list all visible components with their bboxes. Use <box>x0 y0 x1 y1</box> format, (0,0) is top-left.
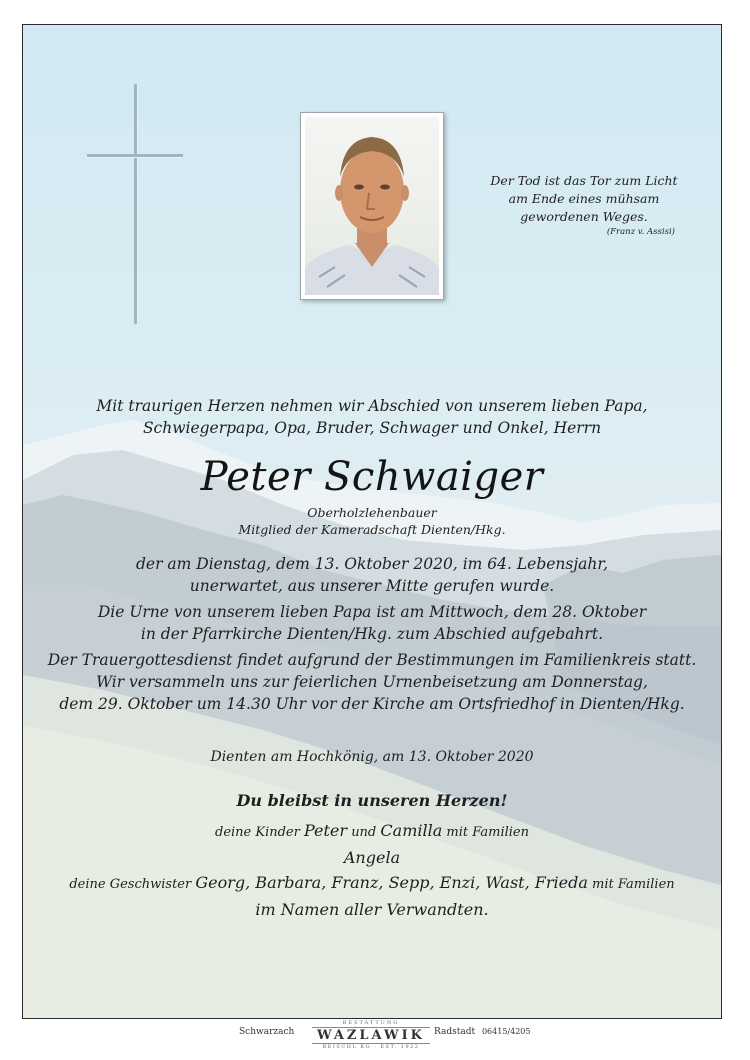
siblings-line <box>23 870 721 897</box>
cross-vertical <box>134 84 137 324</box>
quote-line: gewordenen Weges. <box>520 209 648 224</box>
intro-text <box>23 395 721 439</box>
family-list <box>23 818 721 922</box>
role-line: Mitglied der Kameradschaft Dienten/Hkg. <box>238 522 506 537</box>
service-line: dem 29. Oktober um 14.30 Uhr vor der Kirche am Ortsfriedhof in Dienten/Hkg. <box>59 695 685 713</box>
siblings-prefix: deine Geschwister <box>69 877 192 892</box>
cross-horizontal <box>87 154 183 157</box>
quote-source: (Franz v. Assisi) <box>606 227 675 237</box>
announcement-body <box>23 553 721 719</box>
place-date: Dienten am Hochkönig, am 13. Oktober 2020 <box>210 749 534 765</box>
deceased-roles <box>23 504 721 538</box>
obituary-card <box>22 24 722 1019</box>
relatives-line: im Namen aller Verwandten. <box>255 900 489 919</box>
farewell-line: Du bleibst in unseren Herzen! <box>236 791 508 810</box>
footer-location-left: Schwarzach <box>239 1027 295 1037</box>
footer-location-right <box>434 1027 530 1037</box>
service-line: Wir versammeln uns zur feierlichen Urnenbeisetzung am Donnerstag, <box>96 673 648 691</box>
grandchild-name: Angela <box>343 848 401 867</box>
footer-phone: 06415/4205 <box>481 1027 531 1036</box>
deceased-name: Peter Schwaiger <box>200 454 544 500</box>
logo-top-text: BESTATTUNG <box>342 1020 400 1026</box>
siblings-names: Georg, Barbara, Franz, Sepp, Enzi, Wast, Frieda <box>195 873 588 892</box>
death-paragraph <box>23 553 721 597</box>
footer <box>0 1020 750 1050</box>
urn-paragraph <box>23 601 721 645</box>
quote-block <box>479 172 689 238</box>
death-line: unerwartet, aus unserer Mitte gerufen wurde. <box>189 577 555 595</box>
quote-line: Der Tod ist das Tor zum Licht <box>490 173 678 188</box>
urn-line: in der Pfarrkirche Dienten/Hkg. zum Abschied aufgebahrt. <box>140 625 604 643</box>
portrait-photo-frame <box>300 112 444 300</box>
role-line: Oberholzlehenbauer <box>307 505 437 520</box>
intro-line: Schwiegerpapa, Opa, Bruder, Schwager und Onkel, Herrn <box>142 419 602 437</box>
logo-sub-text: REISCHL KG · EST. 1922 <box>322 1044 420 1050</box>
service-line: Der Trauergottesdienst findet aufgrund der Bestimmungen im Familienkreis statt. <box>47 651 697 669</box>
funeral-home-logo <box>312 1020 430 1051</box>
service-paragraph <box>23 649 721 715</box>
footer-location-right-name: Radstadt <box>434 1027 476 1037</box>
quote-line: am Ende eines mühsam <box>508 191 660 206</box>
siblings-suffix: mit Familien <box>592 877 675 892</box>
children-suffix: mit Familien <box>446 825 529 840</box>
child-name: Peter <box>303 821 348 840</box>
logo-text: WAZLAWIK <box>312 1027 430 1044</box>
portrait-photo <box>305 117 439 295</box>
death-line: der am Dienstag, dem 13. Oktober 2020, im 64. Lebensjahr, <box>135 555 609 573</box>
portrait-figure <box>305 117 439 295</box>
urn-line: Die Urne von unserem lieben Papa ist am Mittwoch, dem 28. Oktober <box>97 603 647 621</box>
child-name: Camilla <box>380 821 443 840</box>
children-prefix: deine Kinder <box>215 825 300 840</box>
intro-line: Mit traurigen Herzen nehmen wir Abschied von unserem lieben Papa, <box>96 397 648 415</box>
conjunction: und <box>351 825 377 840</box>
children-line <box>23 818 721 845</box>
